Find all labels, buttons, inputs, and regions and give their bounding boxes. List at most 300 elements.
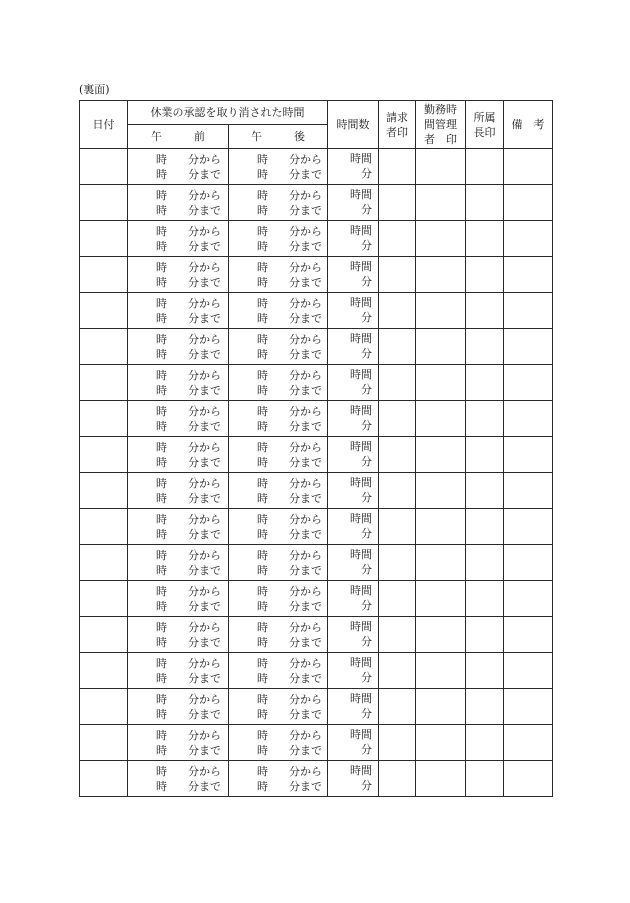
date-cell[interactable] (80, 509, 128, 545)
am-time-cell[interactable] (128, 365, 229, 401)
manager-seal-cell[interactable] (416, 725, 466, 761)
hour-label: 時 (156, 728, 167, 742)
to-label: 分まで (289, 419, 322, 433)
remarks-cell[interactable] (504, 473, 553, 509)
dept-head-seal-cell[interactable] (466, 185, 504, 221)
hours-cell[interactable] (328, 149, 379, 185)
table-row (80, 473, 553, 509)
minutes-label: 分 (361, 239, 372, 252)
hour-label: 時 (257, 368, 268, 382)
date-cell[interactable] (80, 221, 128, 257)
hour-label: 時 (257, 707, 268, 721)
hour-label: 時 (257, 383, 268, 397)
from-label: 分から (188, 728, 221, 742)
hour-label: 時 (257, 491, 268, 505)
from-label: 分から (188, 368, 221, 382)
header-manager-seal: 勤務時 間管理 者 印 (416, 101, 466, 149)
am-time-cell[interactable] (128, 293, 229, 329)
dept-head-seal-cell[interactable] (466, 257, 504, 293)
from-label: 分から (289, 656, 322, 670)
hour-label: 時 (156, 491, 167, 505)
date-cell[interactable] (80, 581, 128, 617)
remarks-cell[interactable] (504, 365, 553, 401)
remarks-cell[interactable] (504, 725, 553, 761)
manager-seal-cell[interactable] (416, 221, 466, 257)
hours-label: 時間 (350, 692, 372, 705)
requester-seal-cell[interactable] (379, 725, 416, 761)
hour-label: 時 (257, 275, 268, 289)
from-label: 分から (289, 692, 322, 706)
to-label: 分まで (188, 275, 221, 289)
manager-seal-cell[interactable] (416, 401, 466, 437)
from-label: 分から (188, 404, 221, 418)
hour-label: 時 (156, 599, 167, 613)
pm-time-cell[interactable] (229, 509, 328, 545)
hours-cell[interactable] (328, 473, 379, 509)
hour-label: 時 (156, 296, 167, 310)
hour-label: 時 (156, 347, 167, 361)
dept-head-seal-cell[interactable] (466, 509, 504, 545)
hour-label: 時 (257, 296, 268, 310)
hours-cell[interactable] (328, 401, 379, 437)
date-cell[interactable] (80, 653, 128, 689)
am-time-cell[interactable] (128, 509, 229, 545)
dept-head-seal-cell[interactable] (466, 545, 504, 581)
am-time-cell[interactable] (128, 221, 229, 257)
hour-label: 時 (156, 440, 167, 454)
from-label: 分から (188, 548, 221, 562)
hours-cell[interactable] (328, 509, 379, 545)
from-label: 分から (289, 152, 322, 166)
remarks-cell[interactable] (504, 257, 553, 293)
manager-seal-cell[interactable] (416, 761, 466, 797)
hours-cell[interactable] (328, 617, 379, 653)
from-label: 分から (289, 764, 322, 778)
table-row (80, 545, 553, 581)
from-label: 分から (289, 584, 322, 598)
minutes-label: 分 (361, 311, 372, 324)
header-pm: 午 後 (229, 125, 328, 149)
remarks-cell[interactable] (504, 149, 553, 185)
remarks-cell[interactable] (504, 689, 553, 725)
hours-label: 時間 (350, 188, 372, 201)
requester-seal-cell[interactable] (379, 689, 416, 725)
hour-label: 時 (257, 527, 268, 541)
to-label: 分まで (289, 491, 322, 505)
manager-seal-cell[interactable] (416, 185, 466, 221)
table-row (80, 149, 553, 185)
hour-label: 時 (257, 779, 268, 793)
from-label: 分から (188, 224, 221, 238)
dept-head-seal-cell[interactable] (466, 329, 504, 365)
date-cell[interactable] (80, 149, 128, 185)
table-row (80, 617, 553, 653)
hour-label: 時 (156, 383, 167, 397)
hour-label: 時 (257, 152, 268, 166)
pm-time-cell[interactable] (229, 473, 328, 509)
hour-label: 時 (156, 239, 167, 253)
requester-seal-cell[interactable] (379, 509, 416, 545)
header-date: 日付 (80, 101, 128, 149)
hour-label: 時 (156, 692, 167, 706)
manager-seal-cell[interactable] (416, 437, 466, 473)
remarks-cell[interactable] (504, 653, 553, 689)
requester-seal-cell[interactable] (379, 437, 416, 473)
hour-label: 時 (257, 188, 268, 202)
hour-label: 時 (156, 584, 167, 598)
date-cell[interactable] (80, 689, 128, 725)
am-time-cell[interactable] (128, 761, 229, 797)
hours-label: 時間 (350, 476, 372, 489)
requester-seal-cell[interactable] (379, 149, 416, 185)
manager-seal-cell[interactable] (416, 149, 466, 185)
to-label: 分まで (289, 239, 322, 253)
pm-time-cell[interactable] (229, 545, 328, 581)
manager-seal-cell[interactable] (416, 473, 466, 509)
requester-seal-cell[interactable] (379, 653, 416, 689)
from-label: 分から (188, 440, 221, 454)
am-time-cell[interactable] (128, 401, 229, 437)
from-label: 分から (289, 332, 322, 346)
table-row (80, 689, 553, 725)
to-label: 分まで (289, 455, 322, 469)
header-remarks: 備 考 (504, 101, 553, 149)
hours-label: 時間 (350, 224, 372, 237)
date-cell[interactable] (80, 293, 128, 329)
to-label: 分まで (188, 527, 221, 541)
dept-head-seal-cell[interactable] (466, 149, 504, 185)
table-row (80, 581, 553, 617)
table-row (80, 365, 553, 401)
minutes-label: 分 (361, 167, 372, 180)
to-label: 分まで (188, 743, 221, 757)
remarks-cell[interactable] (504, 221, 553, 257)
to-label: 分まで (188, 491, 221, 505)
am-time-cell[interactable] (128, 581, 229, 617)
hour-label: 時 (156, 455, 167, 469)
from-label: 分から (188, 692, 221, 706)
pm-time-cell[interactable] (229, 653, 328, 689)
am-time-cell[interactable] (128, 545, 229, 581)
date-cell[interactable] (80, 725, 128, 761)
minutes-label: 分 (361, 599, 372, 612)
hour-label: 時 (156, 635, 167, 649)
hour-label: 時 (257, 203, 268, 217)
to-label: 分まで (188, 779, 221, 793)
to-label: 分まで (188, 239, 221, 253)
hour-label: 時 (156, 620, 167, 634)
to-label: 分まで (188, 419, 221, 433)
hour-label: 時 (156, 743, 167, 757)
am-time-cell[interactable] (128, 257, 229, 293)
requester-seal-cell[interactable] (379, 293, 416, 329)
date-cell[interactable] (80, 437, 128, 473)
header-cancelled-time: 休業の承認を取り消された時間 (128, 101, 328, 125)
from-label: 分から (188, 584, 221, 598)
pm-time-cell[interactable] (229, 185, 328, 221)
hour-label: 時 (156, 275, 167, 289)
hour-label: 時 (257, 743, 268, 757)
to-label: 分まで (188, 347, 221, 361)
from-label: 分から (289, 440, 322, 454)
requester-seal-cell[interactable] (379, 473, 416, 509)
hour-label: 時 (156, 476, 167, 490)
from-label: 分から (188, 188, 221, 202)
pm-time-cell[interactable] (229, 401, 328, 437)
hours-cell[interactable] (328, 545, 379, 581)
from-label: 分から (188, 296, 221, 310)
hours-cell[interactable] (328, 689, 379, 725)
dept-head-seal-cell[interactable] (466, 725, 504, 761)
hours-label: 時間 (350, 512, 372, 525)
hour-label: 時 (156, 563, 167, 577)
requester-seal-cell[interactable] (379, 365, 416, 401)
to-label: 分まで (289, 311, 322, 325)
hours-label: 時間 (350, 296, 372, 309)
hours-cell[interactable] (328, 581, 379, 617)
table-row (80, 437, 553, 473)
to-label: 分まで (289, 671, 322, 685)
requester-seal-cell[interactable] (379, 581, 416, 617)
dept-head-seal-cell[interactable] (466, 401, 504, 437)
hours-cell[interactable] (328, 437, 379, 473)
am-time-cell[interactable] (128, 653, 229, 689)
hours-label: 時間 (350, 152, 372, 165)
requester-seal-cell[interactable] (379, 185, 416, 221)
from-label: 分から (188, 656, 221, 670)
hour-label: 時 (257, 584, 268, 598)
minutes-label: 分 (361, 419, 372, 432)
hour-label: 時 (156, 224, 167, 238)
pm-time-cell[interactable] (229, 617, 328, 653)
hour-label: 時 (257, 512, 268, 526)
remarks-cell[interactable] (504, 293, 553, 329)
manager-seal-cell[interactable] (416, 365, 466, 401)
hour-label: 時 (156, 152, 167, 166)
hours-cell[interactable] (328, 185, 379, 221)
remarks-cell[interactable] (504, 329, 553, 365)
dept-head-seal-cell[interactable] (466, 689, 504, 725)
minutes-label: 分 (361, 779, 372, 792)
date-cell[interactable] (80, 257, 128, 293)
requester-seal-cell[interactable] (379, 257, 416, 293)
dept-head-seal-cell[interactable] (466, 761, 504, 797)
hours-label: 時間 (350, 584, 372, 597)
from-label: 分から (188, 512, 221, 526)
date-cell[interactable] (80, 761, 128, 797)
hours-label: 時間 (350, 368, 372, 381)
manager-seal-cell[interactable] (416, 653, 466, 689)
hours-cell[interactable] (328, 653, 379, 689)
to-label: 分まで (188, 671, 221, 685)
dept-head-seal-cell[interactable] (466, 617, 504, 653)
dept-head-seal-cell[interactable] (466, 437, 504, 473)
remarks-cell[interactable] (504, 761, 553, 797)
minutes-label: 分 (361, 671, 372, 684)
manager-seal-cell[interactable] (416, 509, 466, 545)
pm-time-cell[interactable] (229, 293, 328, 329)
manager-seal-cell[interactable] (416, 689, 466, 725)
pm-time-cell[interactable] (229, 689, 328, 725)
remarks-cell[interactable] (504, 545, 553, 581)
hours-label: 時間 (350, 656, 372, 669)
hours-cell[interactable] (328, 329, 379, 365)
from-label: 分から (289, 368, 322, 382)
date-cell[interactable] (80, 185, 128, 221)
pm-time-cell[interactable] (229, 761, 328, 797)
hours-cell[interactable] (328, 725, 379, 761)
am-time-cell[interactable] (128, 329, 229, 365)
from-label: 分から (188, 476, 221, 490)
manager-seal-cell[interactable] (416, 581, 466, 617)
hour-label: 時 (257, 476, 268, 490)
minutes-label: 分 (361, 455, 372, 468)
am-time-cell[interactable] (128, 689, 229, 725)
to-label: 分まで (188, 599, 221, 613)
minutes-label: 分 (361, 635, 372, 648)
requester-seal-cell[interactable] (379, 221, 416, 257)
requester-seal-cell[interactable] (379, 761, 416, 797)
am-time-cell[interactable] (128, 149, 229, 185)
hours-cell[interactable] (328, 761, 379, 797)
from-label: 分から (289, 548, 322, 562)
pm-time-cell[interactable] (229, 437, 328, 473)
header-dept-head-seal: 所属 長印 (466, 101, 504, 149)
hours-cell[interactable] (328, 221, 379, 257)
manager-seal-cell[interactable] (416, 257, 466, 293)
hour-label: 時 (156, 332, 167, 346)
to-label: 分まで (188, 707, 221, 721)
date-cell[interactable] (80, 365, 128, 401)
date-cell[interactable] (80, 329, 128, 365)
hour-label: 時 (257, 260, 268, 274)
table-row (80, 329, 553, 365)
dept-head-seal-cell[interactable] (466, 473, 504, 509)
hours-label: 時間 (350, 764, 372, 777)
minutes-label: 分 (361, 383, 372, 396)
requester-seal-cell[interactable] (379, 329, 416, 365)
hour-label: 時 (156, 260, 167, 274)
hour-label: 時 (156, 764, 167, 778)
hours-cell[interactable] (328, 257, 379, 293)
from-label: 分から (289, 620, 322, 634)
am-time-cell[interactable] (128, 725, 229, 761)
to-label: 分まで (188, 311, 221, 325)
to-label: 分まで (289, 563, 322, 577)
am-time-cell[interactable] (128, 437, 229, 473)
manager-seal-cell[interactable] (416, 617, 466, 653)
manager-seal-cell[interactable] (416, 329, 466, 365)
remarks-cell[interactable] (504, 185, 553, 221)
dept-head-seal-cell[interactable] (466, 293, 504, 329)
hour-label: 時 (257, 239, 268, 253)
date-cell[interactable] (80, 617, 128, 653)
hour-label: 時 (257, 764, 268, 778)
pm-time-cell[interactable] (229, 725, 328, 761)
from-label: 分から (188, 260, 221, 274)
hour-label: 時 (257, 440, 268, 454)
pm-time-cell[interactable] (229, 149, 328, 185)
hour-label: 時 (156, 707, 167, 721)
hours-label: 時間 (350, 620, 372, 633)
minutes-label: 分 (361, 743, 372, 756)
hours-label: 時間 (350, 332, 372, 345)
hour-label: 時 (156, 188, 167, 202)
hours-cell[interactable] (328, 293, 379, 329)
hour-label: 時 (257, 167, 268, 181)
dept-head-seal-cell[interactable] (466, 221, 504, 257)
pm-time-cell[interactable] (229, 257, 328, 293)
to-label: 分まで (188, 203, 221, 217)
remarks-cell[interactable] (504, 617, 553, 653)
hours-label: 時間 (350, 260, 372, 273)
hour-label: 時 (257, 620, 268, 634)
hour-label: 時 (257, 635, 268, 649)
pm-time-cell[interactable] (229, 329, 328, 365)
hour-label: 時 (257, 419, 268, 433)
am-time-cell[interactable] (128, 473, 229, 509)
remarks-cell[interactable] (504, 437, 553, 473)
dept-head-seal-cell[interactable] (466, 581, 504, 617)
hour-label: 時 (257, 599, 268, 613)
hour-label: 時 (156, 656, 167, 670)
pm-time-cell[interactable] (229, 581, 328, 617)
pm-time-cell[interactable] (229, 365, 328, 401)
dept-head-seal-cell[interactable] (466, 365, 504, 401)
from-label: 分から (289, 224, 322, 238)
manager-seal-cell[interactable] (416, 545, 466, 581)
from-label: 分から (188, 332, 221, 346)
hours-cell[interactable] (328, 365, 379, 401)
to-label: 分まで (289, 779, 322, 793)
hour-label: 時 (156, 548, 167, 562)
hour-label: 時 (156, 671, 167, 685)
to-label: 分まで (188, 455, 221, 469)
requester-seal-cell[interactable] (379, 617, 416, 653)
header-am: 午 前 (128, 125, 229, 149)
dept-head-seal-cell[interactable] (466, 653, 504, 689)
remarks-cell[interactable] (504, 581, 553, 617)
minutes-label: 分 (361, 275, 372, 288)
date-cell[interactable] (80, 473, 128, 509)
from-label: 分から (188, 620, 221, 634)
date-cell[interactable] (80, 545, 128, 581)
from-label: 分から (188, 152, 221, 166)
pm-time-cell[interactable] (229, 221, 328, 257)
minutes-label: 分 (361, 707, 372, 720)
hours-label: 時間 (350, 728, 372, 741)
table-row (80, 401, 553, 437)
hour-label: 時 (257, 332, 268, 346)
hour-label: 時 (156, 404, 167, 418)
from-label: 分から (289, 404, 322, 418)
to-label: 分まで (289, 167, 322, 181)
requester-seal-cell[interactable] (379, 401, 416, 437)
to-label: 分まで (289, 743, 322, 757)
hour-label: 時 (257, 692, 268, 706)
to-label: 分まで (289, 599, 322, 613)
date-cell[interactable] (80, 401, 128, 437)
requester-seal-cell[interactable] (379, 545, 416, 581)
am-time-cell[interactable] (128, 185, 229, 221)
to-label: 分まで (289, 383, 322, 397)
remarks-cell[interactable] (504, 401, 553, 437)
to-label: 分まで (289, 203, 322, 217)
manager-seal-cell[interactable] (416, 293, 466, 329)
remarks-cell[interactable] (504, 509, 553, 545)
am-time-cell[interactable] (128, 617, 229, 653)
hours-label: 時間 (350, 440, 372, 453)
